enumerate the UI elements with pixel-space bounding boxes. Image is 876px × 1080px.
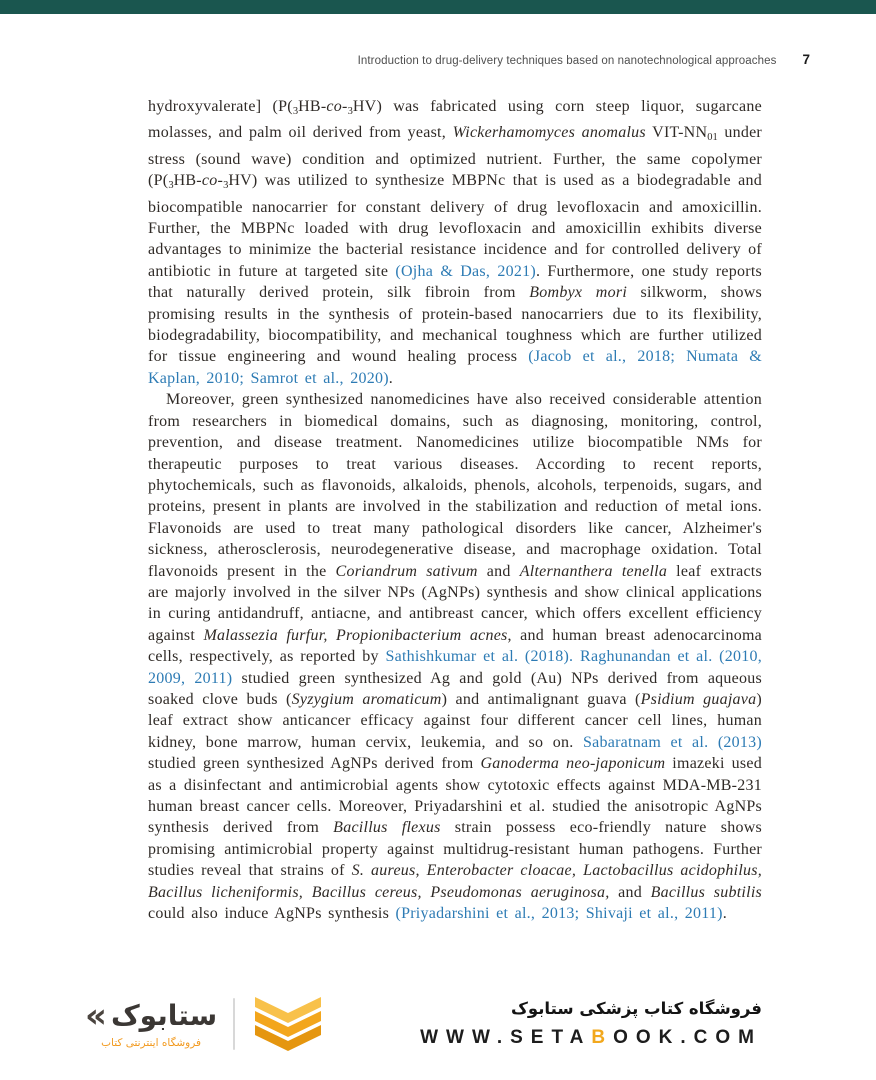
page-header — [148, 52, 810, 67]
text-run: and — [609, 883, 651, 901]
url-text: OOK.COM — [613, 1027, 762, 1048]
scan-top-bar — [0, 0, 876, 14]
citation-link[interactable]: Sabaratnam et al. (2013) — [583, 733, 762, 751]
text-run: imazeki used as a disinfectant and antimicrobial agents show cytotoxic effects against MDA-MB-231 human breast cancer cells. Moreover, Priyadarshini et al. studied the anisotropic AgNPs synthesis derived from — [148, 755, 762, 837]
body-paragraph — [148, 389, 762, 924]
text-run: 3 — [347, 106, 353, 117]
footer-text-group — [420, 999, 762, 1049]
logo-wordmark: ستابوک — [110, 998, 218, 1032]
citation-link[interactable]: Raghunandan et al. (2010, 2009, 2011) — [148, 648, 763, 687]
text-run: VIT-NN — [645, 124, 708, 142]
body-text — [148, 96, 762, 924]
text-run: co — [201, 172, 218, 190]
text-run: could also induce AgNPs synthesis — [148, 905, 396, 923]
text-run: HB- — [173, 172, 202, 190]
text-run: Ganoderma neo-japonicum — [480, 755, 666, 773]
text-run: under stress (sound wave) condition and optimized nutrient. Further, the same copolymer (P( — [148, 124, 762, 190]
body-paragraph — [148, 96, 762, 389]
text-run: Psidium guajava — [640, 690, 757, 708]
text-run: . Furthermore, one study reports that naturally derived protein, silk fibroin from — [148, 262, 763, 302]
footer-logo-group — [85, 995, 325, 1053]
text-run: Moreover, green synthesized nanomedicines have also received considerable attention from researchers in biomedical domains, such as diagnosing, monitoring, control, prevention, and disease treatment. Nanomedicines utilize biocompatible NMs for therapeutic purposes to treat various diseases. According to recent reports, phytochemicals, such as flavonoids, alkaloids, phenols, alcohols, terpenoids, sugars, and proteins, present in plants are involved in the stabilization and reduction of metal ions. Flavonoids are used to treat many pathological disorders like cancer, Alzheimer's sickness, atherosclerosis, neurodegenerative disease, and macrophage oxidation. Total flavonoids present in the — [148, 391, 762, 580]
text-run — [573, 648, 580, 665]
store-title: فروشگاه کتاب پزشکی ستابوک — [511, 999, 762, 1018]
text-run: 3 — [223, 180, 229, 192]
citation-link[interactable]: (Ojha & Das, 2021) — [395, 262, 536, 280]
text-run: studied green synthesized AgNPs derived from — [148, 755, 481, 773]
citation-link[interactable]: Sathishkumar et al. (2018). — [385, 648, 574, 666]
text-run: co — [326, 98, 343, 115]
text-run: studied green synthesized Ag and gold (Au) NPs derived from aqueous soaked clove buds ( — [148, 669, 762, 708]
text-run: silkworm, shows promising results in the synthesis of protein-based nanocarriers due to its flexibility, biodegradability, biocompatibility, and mechanical toughness which are further utilized for tissue engineering and wound healing process — [148, 284, 763, 366]
text-run: Wickerhamomyces anomalus — [452, 124, 646, 142]
text-run: Malassezia furfur, Propionibacterium acnes — [203, 626, 508, 644]
text-run: . — [388, 369, 394, 387]
text-run: - — [217, 172, 224, 190]
watermark-footer — [0, 978, 876, 1070]
text-run: and — [477, 562, 520, 580]
text-run: . — [722, 905, 728, 923]
text-run: strain possess eco-friendly nature shows promising antimicrobial property against multidrug-resistant human pathogens. Further studies reveal that strains of — [148, 819, 762, 880]
text-run: 3 — [292, 106, 299, 117]
text-run: leaf extracts are majorly involved in the silver NPs (AgNPs) synthesis and show clinical applications in curing antidandruff, antiacne, and antibreast cancer, which offers excellent efficiency against — [148, 562, 762, 644]
url-text: WWW.SETA — [420, 1027, 592, 1048]
text-run: HV) was fabricated using corn steep liquor, sugarcane molasses, and palm oil derived from yeast, — [148, 98, 762, 142]
text-run: ) and antimalignant guava ( — [441, 690, 641, 708]
text-run: hydroxyvalerate] (P( — [148, 98, 293, 115]
page-number: 7 — [802, 52, 810, 67]
citation-link[interactable]: (Priyadarshini et al., 2013; Shivaji et al., 2011) — [395, 905, 723, 923]
text-run: Alternanthera tenella — [519, 562, 668, 580]
text-run: - — [342, 98, 348, 115]
text-run: Bacillus flexus — [333, 819, 441, 837]
text-run: 3 — [168, 180, 174, 192]
text-run: HB- — [298, 98, 327, 115]
text-run: ) leaf extract show anticancer efficacy against four different cancer cell lines, human kidney, bone marrow, human cervix, leukemia, and so on. — [148, 690, 762, 751]
citation-link[interactable]: (Jacob et al., 2018; Numata & Kaplan, 2010; Samrot et al., 2020) — [148, 348, 762, 387]
footer-divider — [233, 998, 235, 1050]
text-run: Syzygium aromaticum — [291, 690, 442, 708]
logo-word-row — [85, 996, 218, 1036]
logo-tagline: فروشگاه اینترنتی کتاب — [101, 1037, 202, 1049]
text-run: , and human breast adenocarcinoma cells, respectively, as reported by — [148, 626, 762, 666]
text-run: Bacillus subtilis — [650, 883, 762, 901]
text-run: Bombyx mori — [529, 284, 628, 302]
url-accent-letter: B — [591, 1027, 614, 1048]
footer-url — [420, 1027, 762, 1049]
text-run: S. aureus, Enterobacter cloacae, Lactobacillus acidophilus, Bacillus licheniformis, Bacillus cereus, Pseudomonas aeruginosa, — [148, 862, 763, 901]
text-run: 01 — [707, 132, 718, 144]
logo-chevron-mark-icon: « — [85, 996, 107, 1036]
setabook-logo — [85, 996, 218, 1049]
running-title: Introduction to drug-delivery techniques based on nanotechnological approaches — [357, 55, 777, 67]
text-run: HV) was utilized to synthesize MBPNc that is used as a biodegradable and biocompatible nanocarrier for constant delivery of drug levofloxacin and amoxicillin. Further, the MBPNc loaded with drug levofloxacin and amoxicillin exhibits diverse advantages to minimize the bacterial resistance incidence and for controlled delivery of antibiotic in future at targeted site — [148, 172, 762, 280]
text-run: Coriandrum sativum — [335, 562, 478, 580]
stacked-chevrons-icon — [251, 995, 325, 1053]
